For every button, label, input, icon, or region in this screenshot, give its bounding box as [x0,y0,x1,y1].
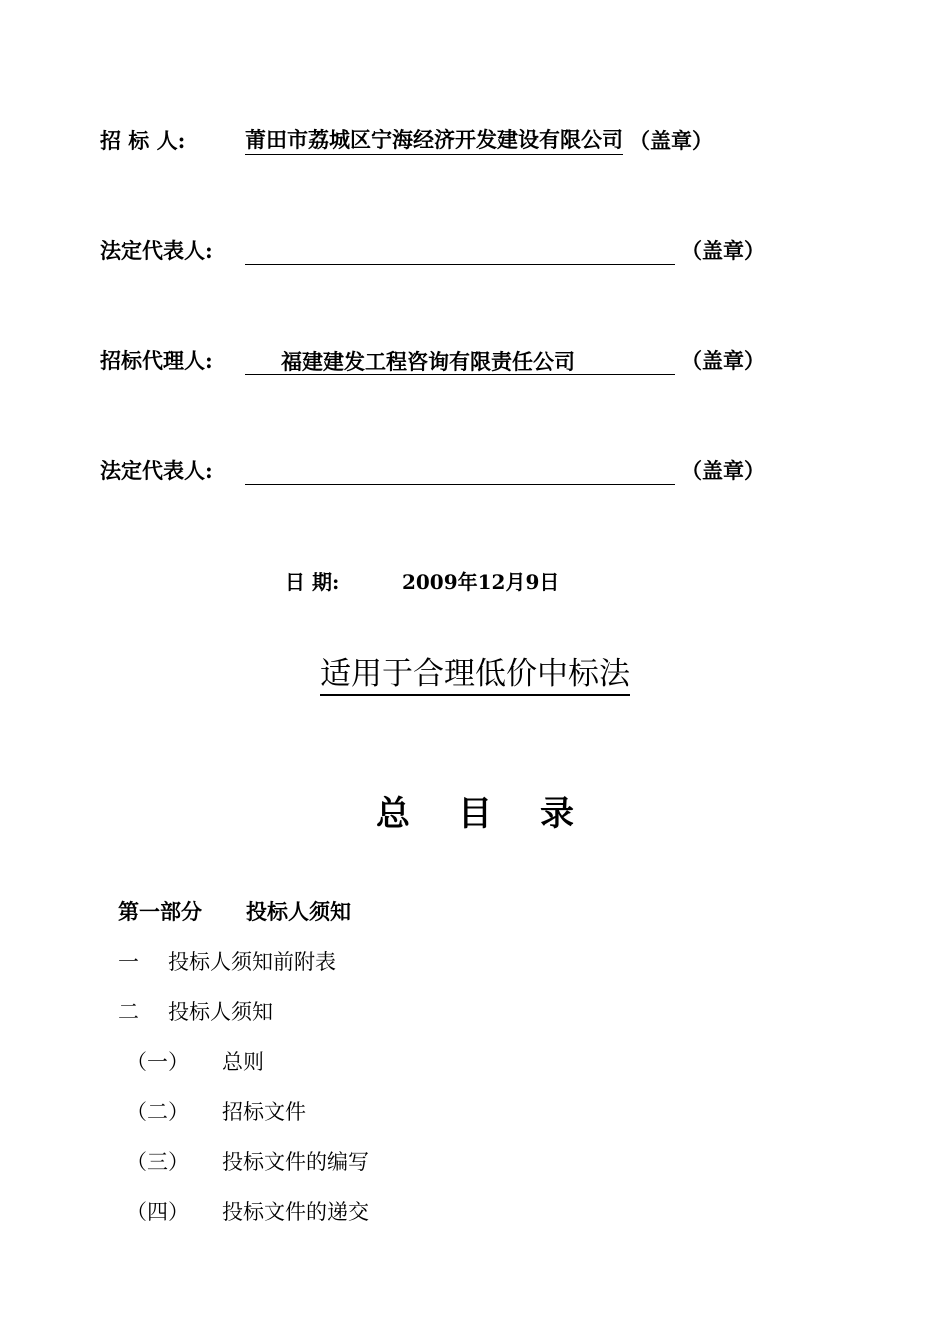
signature-row-legal-rep-2 [100,455,765,485]
toc-item-title: 投标人须知 [168,1000,273,1024]
toc-subitem [118,1196,369,1226]
toc-subitem-num: （二） [126,1100,189,1124]
toc-subitem [118,1096,306,1126]
legal-rep-label-2: 法定代表人: [100,458,213,483]
toc-item [118,946,336,976]
toc-item-title: 投标人须知前附表 [168,950,336,974]
toc-part-num: 第一部分 [118,899,202,924]
toc-subitem-title: 投标文件的递交 [222,1200,369,1224]
legal-rep-stamp-2: （盖章） [681,458,765,483]
signature-row-legal-rep-1 [100,235,765,265]
toc-item-num: 二 [118,1000,139,1024]
legal-rep-stamp-1: （盖章） [681,238,765,263]
toc-subitem [118,1146,369,1176]
date-label: 日 期: [285,570,340,594]
date-value: 2009年12月9日 [401,570,560,594]
toc-item-num: 一 [118,950,139,974]
legal-rep-label-1: 法定代表人: [100,238,213,263]
toc-title: 总目录 [376,794,622,834]
tenderer-label: 招 标 人: [100,128,186,153]
signature-row-tenderer [100,125,713,155]
agent-stamp: （盖章） [681,348,765,373]
toc-subitem-num: （三） [126,1150,189,1174]
tenderer-stamp: （盖章） [629,128,713,153]
toc-subitem [118,1046,264,1076]
toc-subitem-title: 总则 [222,1050,264,1074]
toc-part-1 [118,896,351,926]
signature-row-agent [100,345,765,375]
agent-label: 招标代理人: [100,348,213,373]
legal-rep-line-1 [245,239,675,265]
date-row [285,566,559,595]
toc-subitem-num: （一） [126,1050,189,1074]
toc-subitem-num: （四） [126,1200,189,1224]
subtitle-text: 适用于合理低价中标法 [320,656,630,696]
legal-rep-line-2 [245,459,675,485]
toc-subitem-title: 招标文件 [222,1100,306,1124]
tenderer-name: 莆田市荔城区宁海经济开发建设有限公司 [245,124,623,155]
document-subtitle [0,648,950,693]
toc-subitem-title: 投标文件的编写 [222,1150,369,1174]
agent-name: 福建建发工程咨询有限责任公司 [245,349,675,375]
toc-item [118,996,273,1026]
toc-part-title: 投标人须知 [246,899,351,924]
